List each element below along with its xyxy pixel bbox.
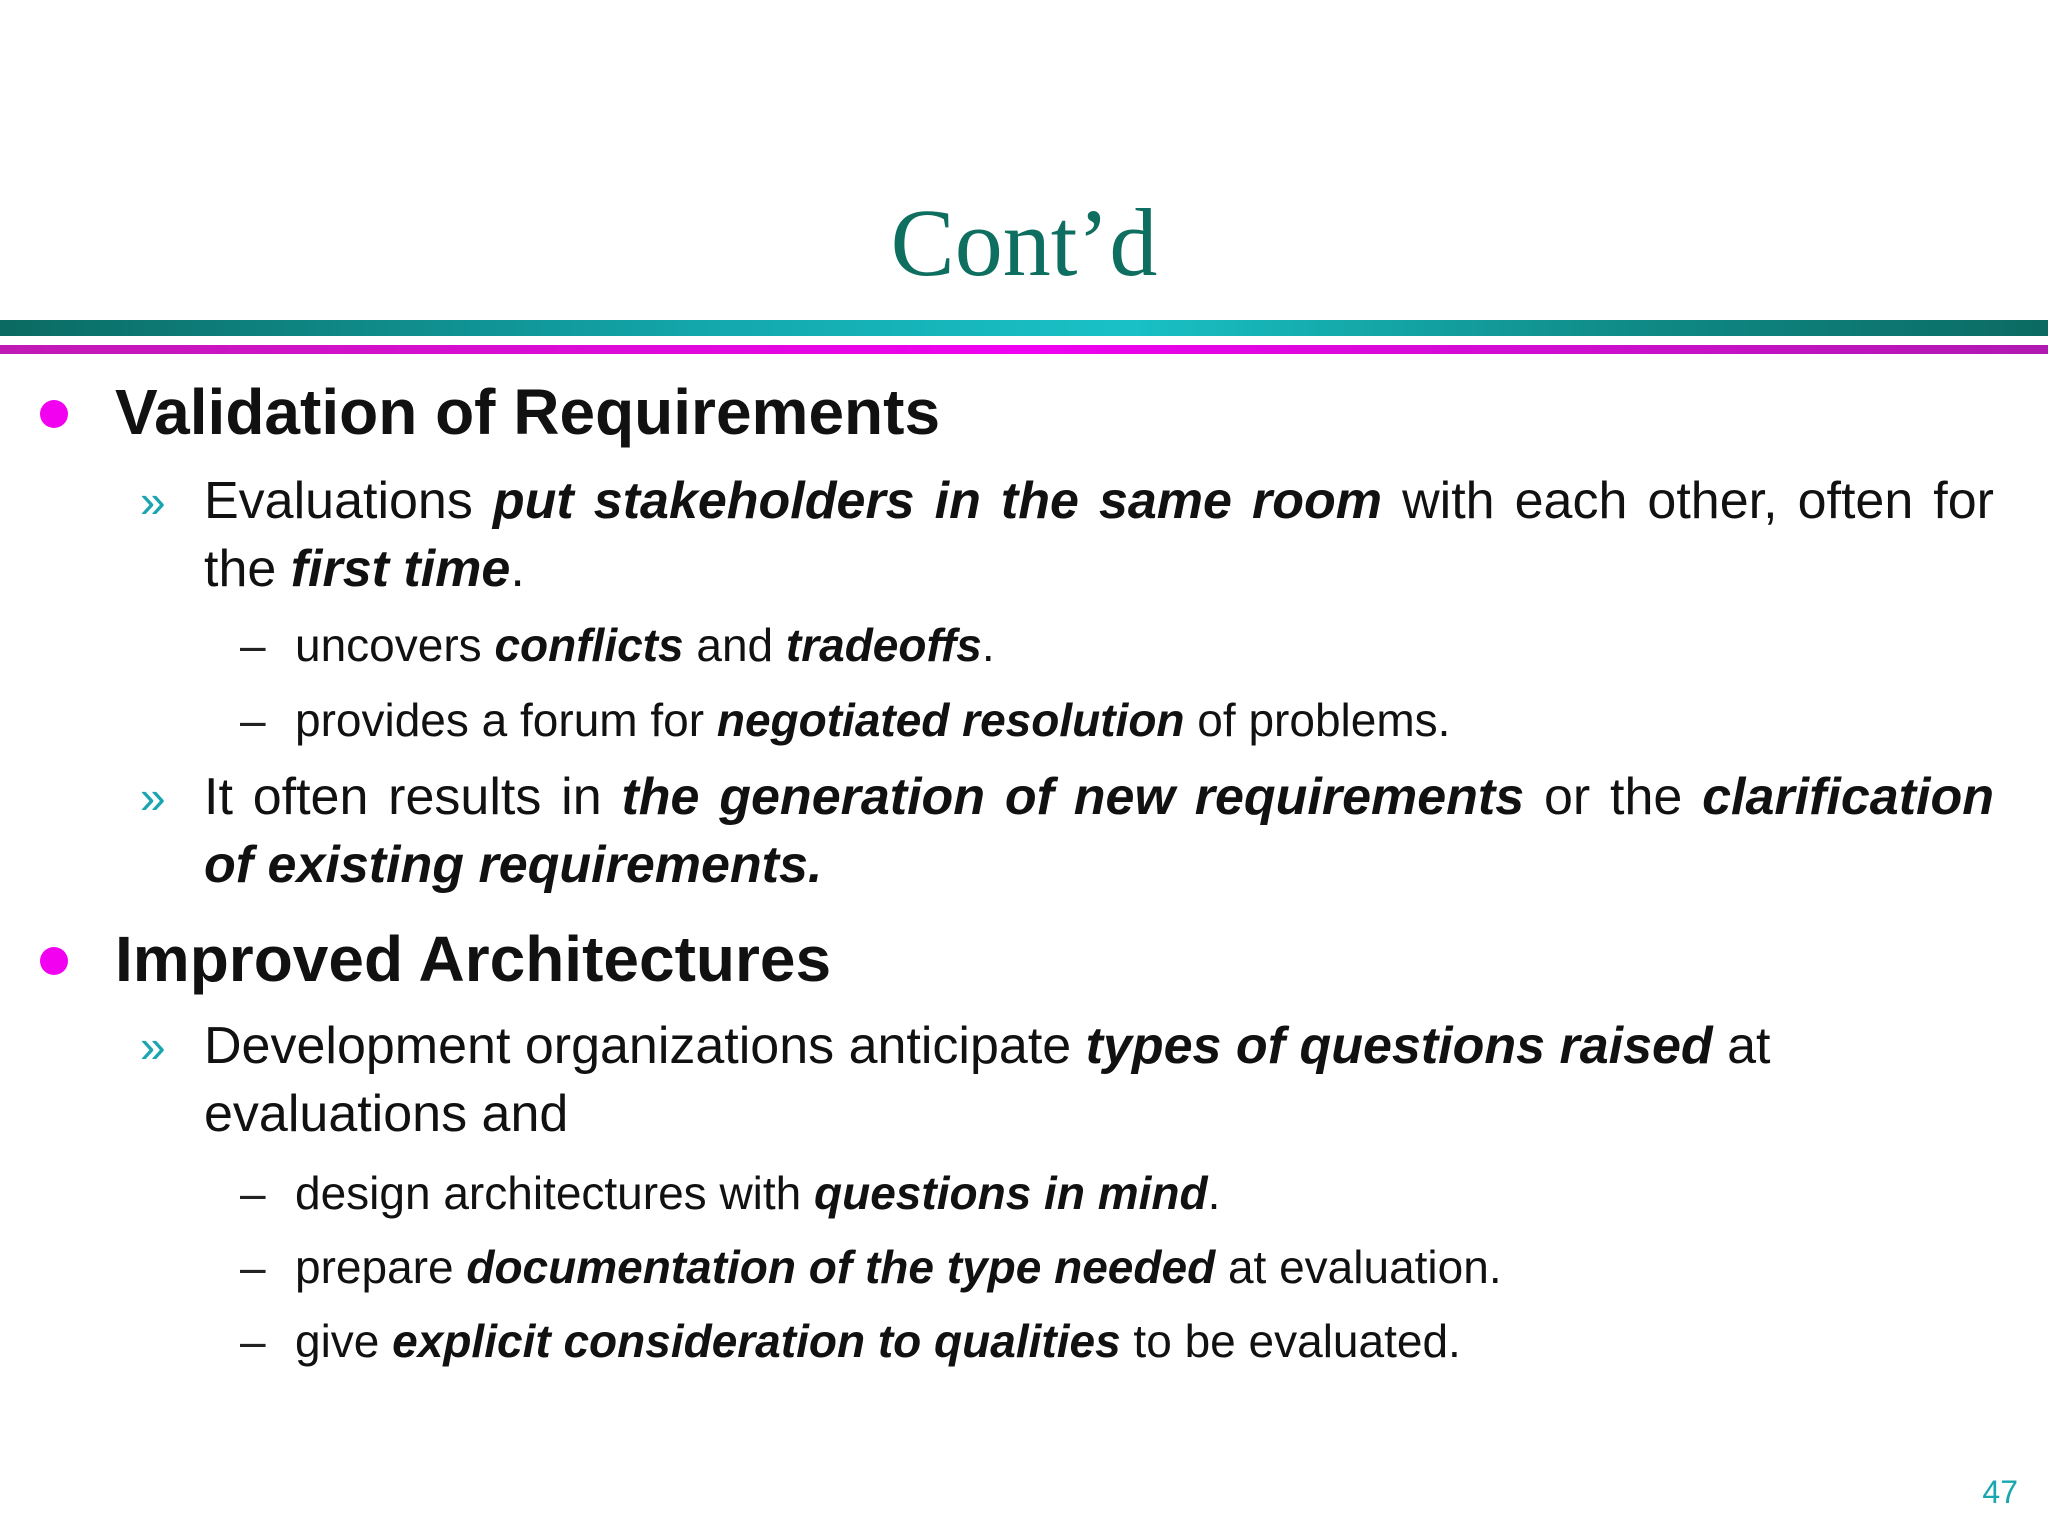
dash-bullet-icon: – bbox=[240, 694, 266, 746]
dash-bullet-icon: – bbox=[240, 619, 266, 671]
sub-list-item: give explicit consideration to qualities to be evaluated. bbox=[295, 1315, 1461, 1367]
sub-list-item: design architectures with questions in mind. bbox=[295, 1167, 1221, 1219]
sub-list-item: prepare documentation of the type needed at evaluation. bbox=[295, 1241, 1502, 1293]
page-number: 47 bbox=[1982, 1474, 2018, 1510]
dash-bullet-icon: – bbox=[240, 1167, 266, 1219]
chevron-bullet-icon: » bbox=[140, 475, 166, 527]
bullet-dot-icon bbox=[40, 400, 68, 428]
sub-list-item: uncovers conflicts and tradeoffs. bbox=[295, 619, 995, 671]
list-item: Evaluations put stakeholders in the same room with each other, often for the first time. bbox=[204, 472, 1994, 598]
bullet-dot-icon bbox=[40, 947, 68, 975]
dash-bullet-icon: – bbox=[240, 1241, 266, 1293]
section-heading: Improved Architectures bbox=[115, 923, 832, 995]
section-heading: Validation of Requirements bbox=[115, 376, 941, 448]
chevron-bullet-icon: » bbox=[140, 1020, 166, 1072]
list-item: It often results in the generation of new requirements or the clarification of existing requirements. bbox=[204, 768, 1994, 894]
chevron-bullet-icon: » bbox=[140, 771, 166, 823]
dash-bullet-icon: – bbox=[240, 1315, 266, 1367]
list-item: Development organizations anticipate types of questions raised at evaluations and bbox=[204, 1017, 1771, 1143]
sub-list-item: provides a forum for negotiated resolution of problems. bbox=[295, 694, 1451, 746]
slide-title: Cont’d bbox=[890, 189, 1158, 296]
